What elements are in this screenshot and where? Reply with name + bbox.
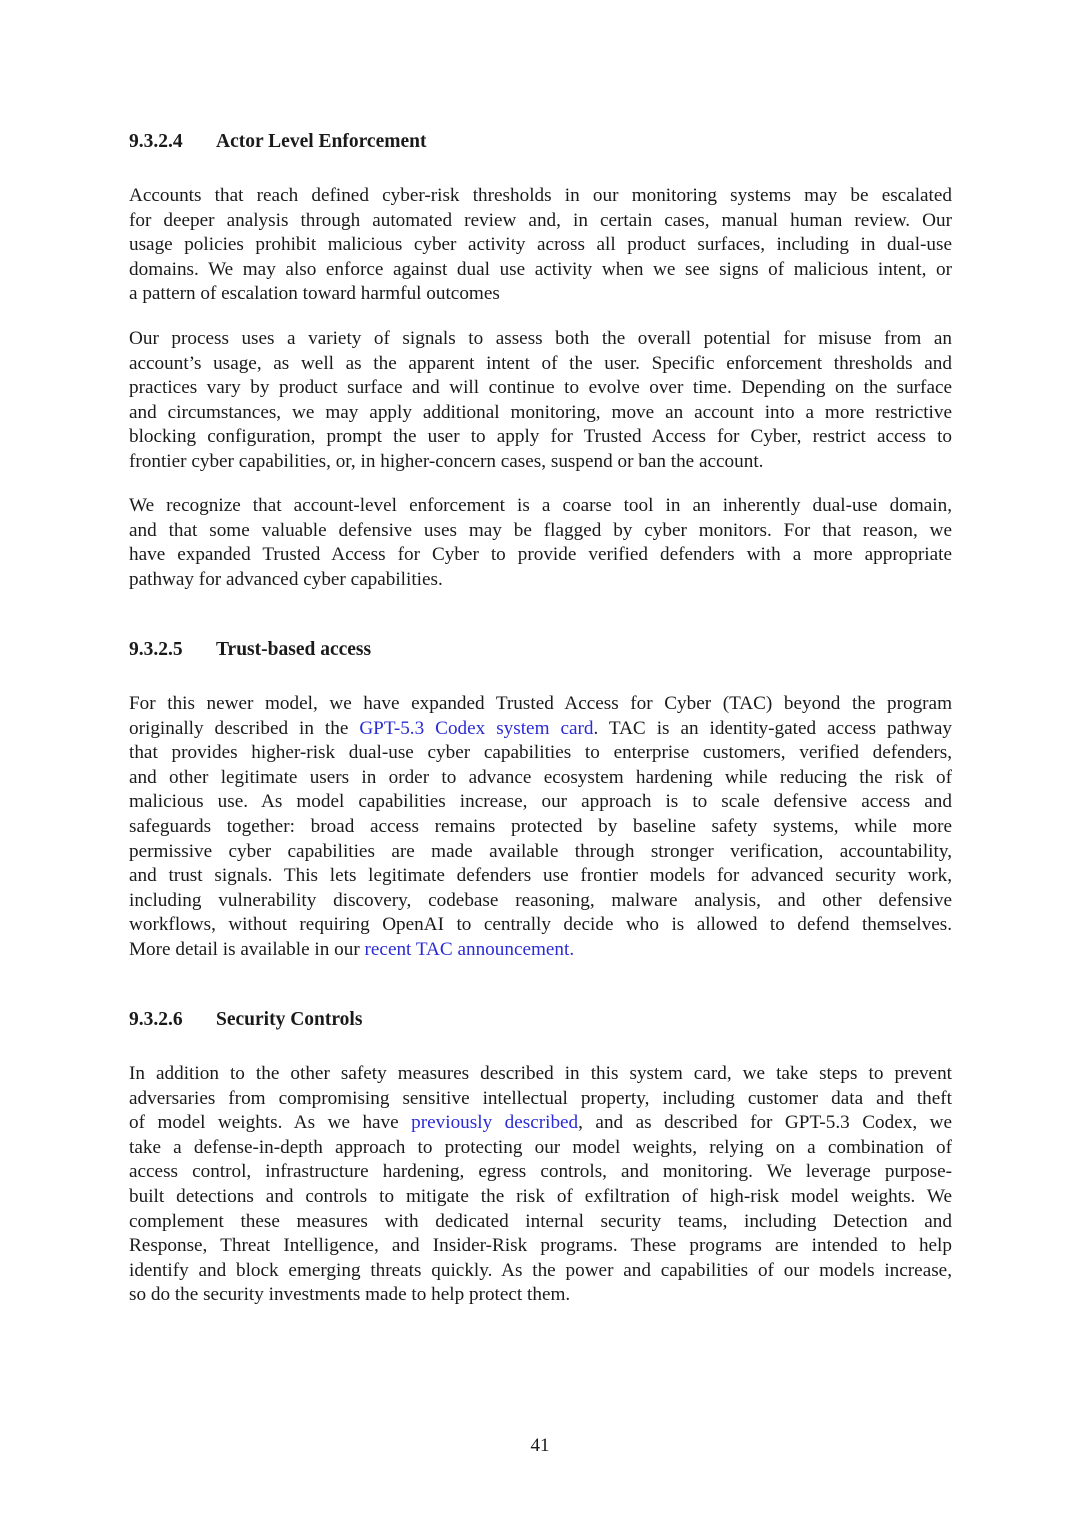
text-line: and that some valuable defensive uses may be flagged by cyber monitors. For that reason, we [129,519,952,541]
paragraph [129,184,952,307]
text-line: Our process uses a variety of signals to assess both the overall potential for misuse from an [129,328,952,349]
text-line: blocking configuration, prompt the user to apply for Trusted Access for Cyber, restrict access to [129,426,952,448]
text-line: usage policies prohibit malicious cyber activity across all product surfaces, including in dual-use [129,234,952,256]
text-line-with-link [129,717,952,742]
paragraph [129,327,952,475]
previously-described-link[interactable]: previously described [411,1112,579,1134]
text-segment: of model weights. As we have [129,1112,412,1134]
text-line: practices vary by product surface and will continue to evolve over time. Depending on the surface [129,377,952,399]
section-number: 9.3.2.6 [129,1009,183,1030]
text-line: access control, infrastructure hardening, egress controls, and monitoring. We leverage purpose- [129,1161,952,1183]
text-segment: More detail is available in our [129,938,365,960]
paragraph [129,494,952,592]
text-line-with-link [129,1111,952,1136]
text-line: identify and block emerging threats quickly. As the power and capabilities of our models increase, [129,1259,952,1281]
text-line: that provides higher-risk dual-use cyber capabilities to enterprise customers, verified defenders, [129,742,952,764]
page-number: 41 [530,1435,550,1456]
text-line: workflows, without requiring OpenAI to centrally decide who is allowed to defend themselves. [129,914,952,936]
section-heading-9-3-2-6 [129,1008,362,1032]
text-line: domains. We may also enforce against dual use activity when we see signs of malicious intent, or [129,258,952,280]
text-line: We recognize that account-level enforcement is a coarse tool in an inherently dual-use domain, [129,495,952,516]
text-line: Response, Threat Intelligence, and Insider-Risk programs. These programs are intended to help [129,1235,952,1257]
text-line: For this newer model, we have expanded Trusted Access for Cyber (TAC) beyond the program [129,693,952,714]
paragraph [129,1062,952,1308]
gpt-5-3-codex-system-card-link[interactable]: GPT-5.3 Codex system card [359,717,594,739]
text-segment: . TAC is an identity-gated access pathway [593,717,952,739]
text-line: frontier cyber capabilities, or, in higher-concern cases, suspend or ban the account. [129,450,764,472]
text-line: In addition to the other safety measures described in this system card, we take steps to prevent [129,1063,952,1084]
section-title: Actor Level Enforcement [216,131,427,152]
text-line: for deeper analysis through automated review and, in certain cases, manual human review. Our [129,209,952,231]
text-line: complement these measures with dedicated internal security teams, including Detection and [129,1210,952,1232]
text-line: account’s usage, as well as the apparent intent of the user. Specific enforcement thresholds and [129,352,952,374]
text-line: take a defense-in-depth approach to protecting our model weights, relying on a combination of [129,1136,952,1158]
text-line: a pattern of escalation toward harmful outcomes [129,283,500,305]
section-number: 9.3.2.5 [129,639,183,660]
section-title: Security Controls [216,1009,363,1030]
text-segment: , and as described for GPT-5.3 Codex, we [578,1112,952,1134]
text-line: permissive cyber capabilities are made available through stronger verification, accountability, [129,840,952,862]
text-line: safeguards together: broad access remains protected by baseline safety systems, while more [129,815,952,837]
text-line: Accounts that reach defined cyber-risk thresholds in our monitoring systems may be escalated [129,185,952,206]
text-line: and other legitimate users in order to advance ecosystem hardening while reducing the risk of [129,766,952,788]
recent-tac-announcement-link[interactable]: recent TAC announcement. [364,938,575,960]
text-line: and trust signals. This lets legitimate defenders use frontier models for advanced security work, [129,865,952,887]
section-number: 9.3.2.4 [129,131,183,152]
section-title: Trust-based access [216,639,372,660]
text-line: pathway for advanced cyber capabilities. [129,568,443,590]
paragraph [129,692,952,963]
text-segment: originally described in the [129,717,360,739]
text-line: including vulnerability discovery, codebase reasoning, malware analysis, and other defensive [129,889,952,911]
text-line: adversaries from compromising sensitive intellectual property, including customer data and theft [129,1087,952,1109]
text-line: built detections and controls to mitigate the risk of exfiltration of high-risk model weights. We [129,1185,952,1207]
section-heading-9-3-2-4 [129,130,426,154]
text-line: malicious use. As model capabilities increase, our approach is to scale defensive access and [129,791,952,813]
text-line-with-link [129,938,952,963]
text-line: have expanded Trusted Access for Cyber to provide verified defenders with a more appropriate [129,544,952,566]
text-line: so do the security investments made to help protect them. [129,1284,571,1306]
text-line: and circumstances, we may apply additional monitoring, move an account into a more restrictive [129,401,952,423]
section-heading-9-3-2-5 [129,638,371,662]
